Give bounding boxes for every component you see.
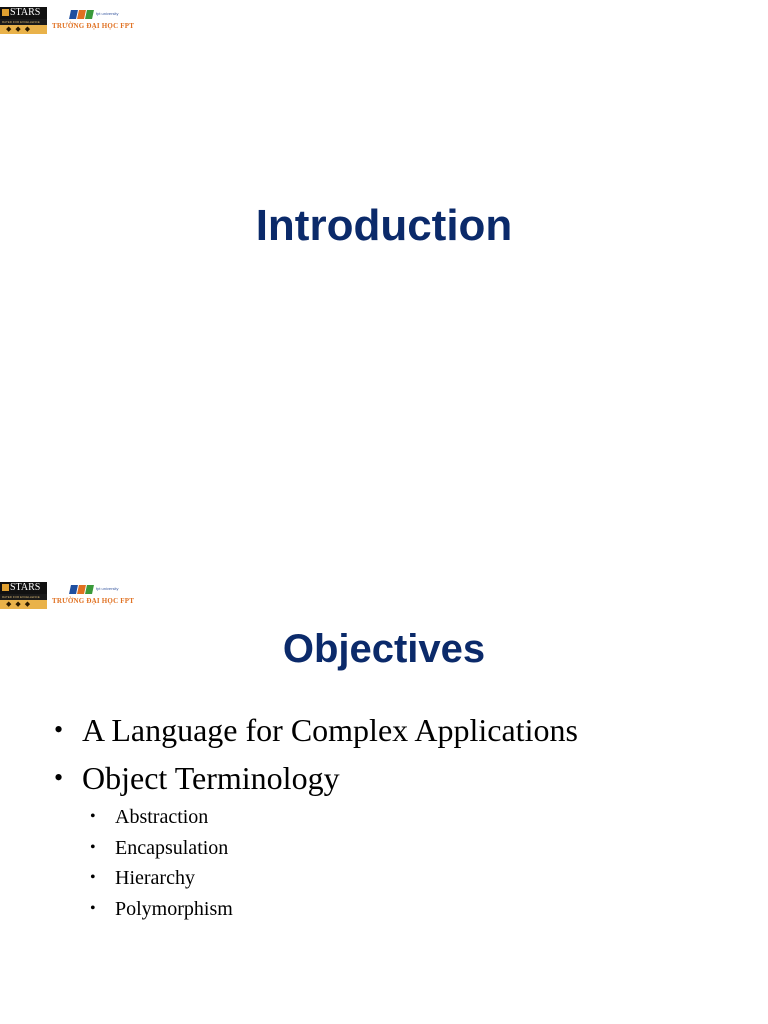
list-item xyxy=(0,863,768,894)
list-item xyxy=(0,706,768,754)
sub-bullet-text: Encapsulation xyxy=(115,836,229,859)
list-item xyxy=(0,833,768,864)
stars-diamond-icons: ◆◆◆ xyxy=(6,25,35,33)
fpt-name: TRƯỜNG ĐẠI HỌC FPT xyxy=(52,597,135,605)
sub-bullet-text: Abstraction xyxy=(115,806,209,828)
sub-bullet-text: Hierarchy xyxy=(115,867,195,889)
fpt-blocks-icon xyxy=(70,10,94,19)
sub-bullet-icon: • xyxy=(90,808,96,825)
list-item xyxy=(0,754,768,802)
bullet-text: A Language for Complex Applications xyxy=(82,712,578,748)
fpt-name: TRƯỜNG ĐẠI HỌC FPT xyxy=(52,22,135,30)
sub-list-container xyxy=(0,802,768,924)
sub-bullet-text: Polymorphism xyxy=(115,897,233,920)
bullet-icon: • xyxy=(54,763,64,792)
fpt-tagline: fpt university xyxy=(96,586,119,591)
fpt-university-logo xyxy=(52,7,135,34)
header-logos xyxy=(0,7,140,35)
sub-bullet-icon: • xyxy=(90,838,96,856)
stars-logo-text: STARS xyxy=(10,7,41,18)
fpt-university-logo xyxy=(52,582,135,609)
list-item xyxy=(0,894,768,925)
stars-diamond-icons: ◆◆◆ xyxy=(6,600,35,608)
stars-logo-subtext: RATED FOR EXCELLENCE xyxy=(2,20,40,24)
list-item xyxy=(0,802,768,833)
fpt-tagline: fpt university xyxy=(96,11,119,16)
stars-logo xyxy=(0,7,47,34)
object-terminology-sublist xyxy=(0,802,768,924)
stars-logo xyxy=(0,582,47,609)
sub-bullet-icon: • xyxy=(90,869,96,886)
bullet-icon: • xyxy=(54,715,64,744)
stars-logo-text: STARS xyxy=(10,582,41,593)
slide-title-objectives: Objectives xyxy=(282,627,486,671)
fpt-blocks-icon xyxy=(70,585,94,594)
header-logos xyxy=(0,582,140,610)
stars-logo-subtext: RATED FOR EXCELLENCE xyxy=(2,595,40,599)
sub-bullet-icon: • xyxy=(90,899,96,917)
slide-title-introduction: Introduction xyxy=(255,201,513,250)
objectives-list xyxy=(0,706,768,924)
bullet-text: Object Terminology xyxy=(82,760,340,796)
